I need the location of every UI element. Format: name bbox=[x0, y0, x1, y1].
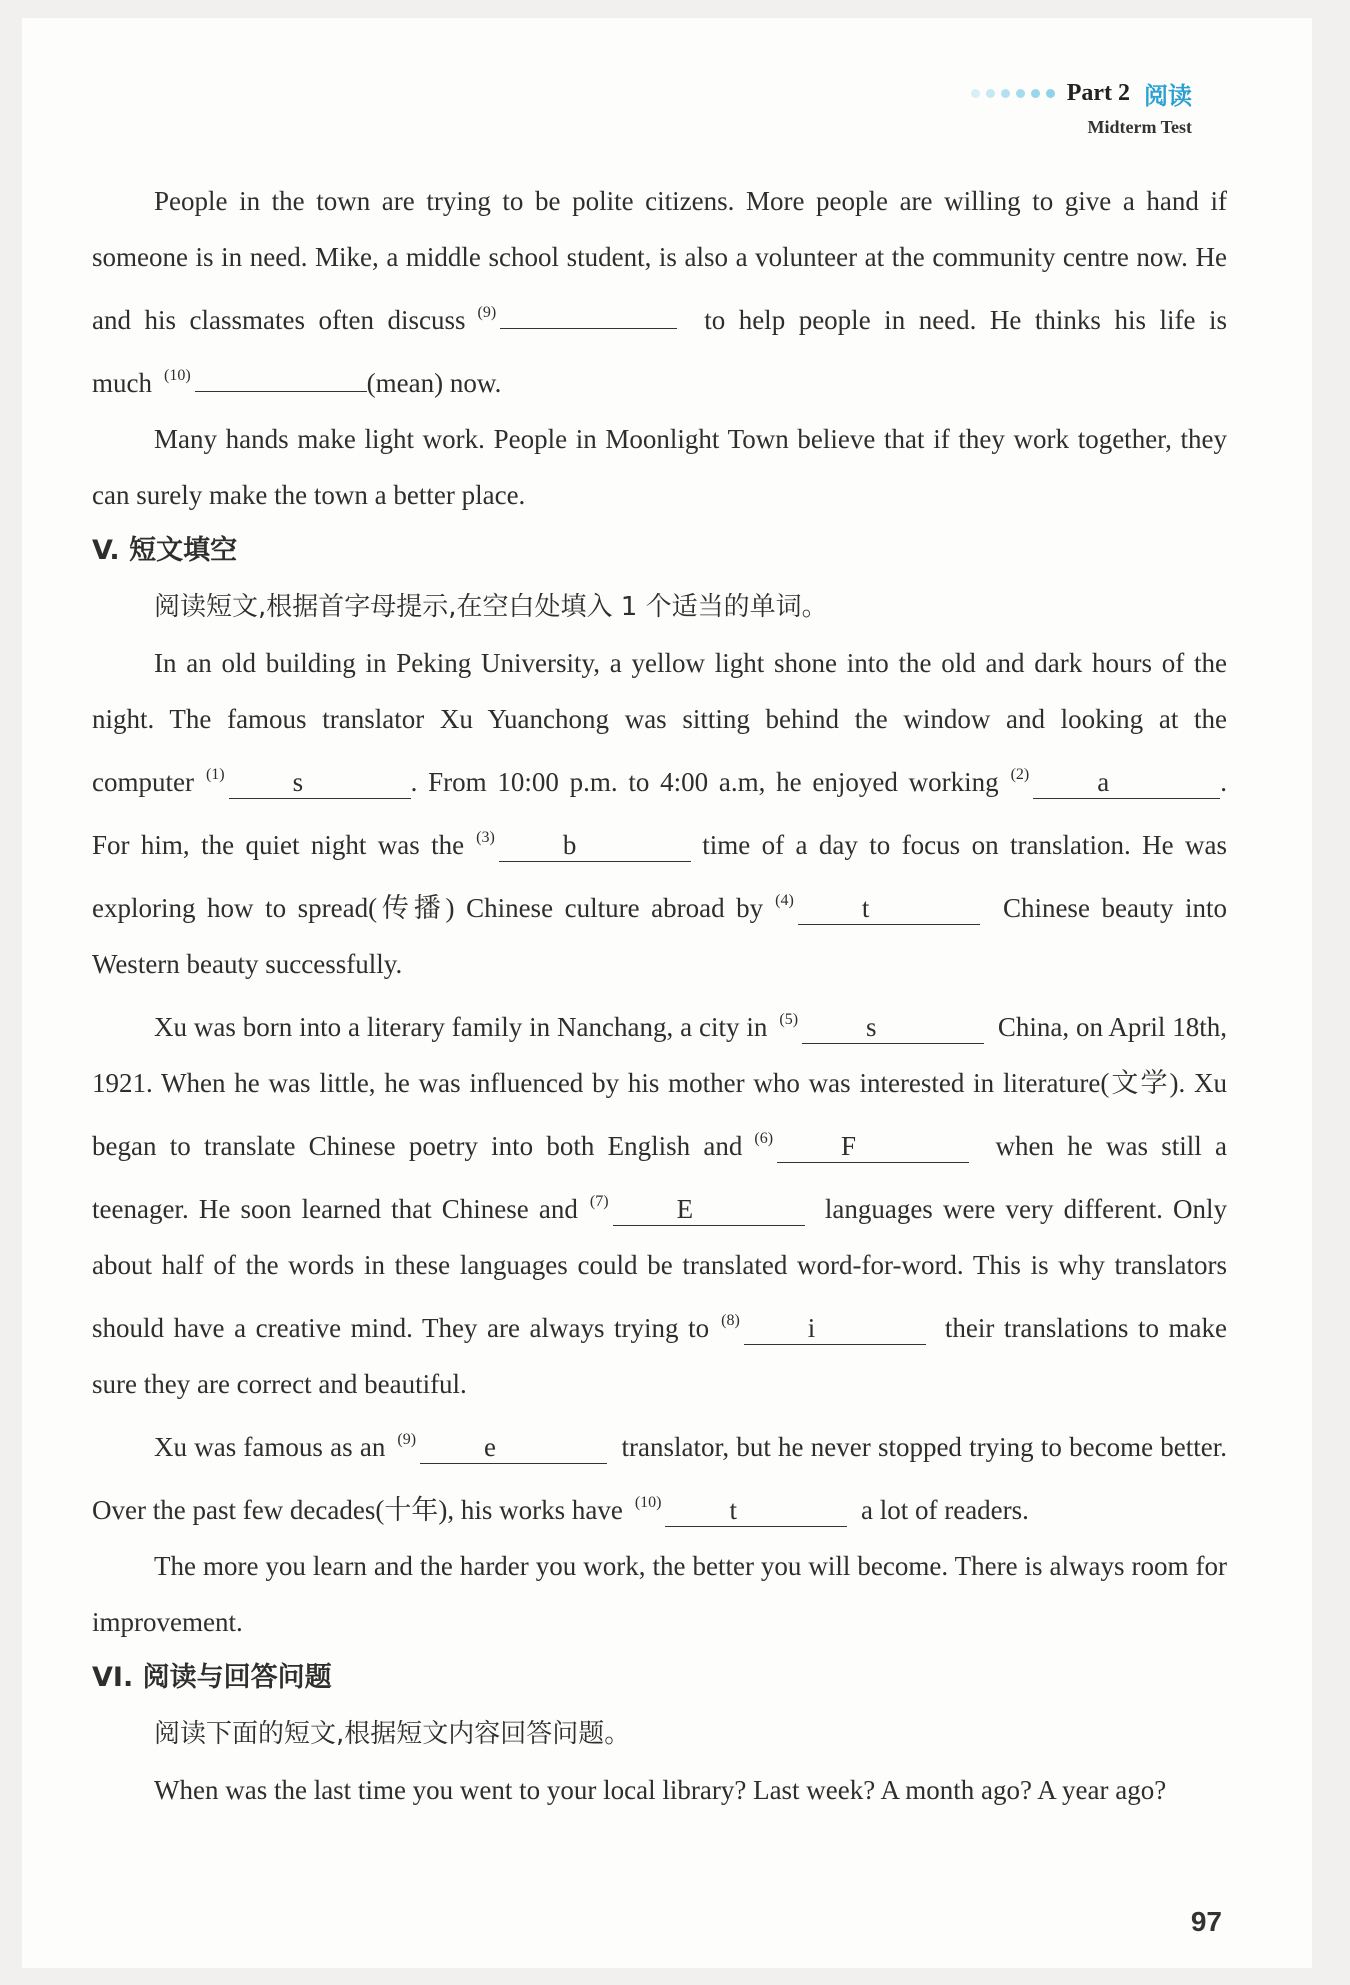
paragraph: Xu was famous as an $^{(9)}$ e translator, but he never stopped trying to become better. Over the past few decades(十年), his works have $^{(10)}$ t a lot of readers. bbox=[92, 1431, 1228, 1525]
answer-blank[interactable]: s bbox=[229, 766, 411, 799]
answer-blank[interactable]: s bbox=[802, 1011, 984, 1044]
answer-blank[interactable]: t bbox=[665, 1494, 847, 1527]
answer-blank[interactable]: b bbox=[499, 829, 691, 862]
part-label: Part 2 bbox=[1066, 80, 1130, 106]
answer-blank[interactable]: e bbox=[420, 1431, 607, 1464]
page-number: 97 bbox=[1190, 1906, 1222, 1937]
blank-number: (9) bbox=[397, 1431, 417, 1448]
answer-blank[interactable]: t bbox=[798, 892, 980, 925]
answer-blank[interactable] bbox=[195, 359, 367, 392]
blank-number: (9) bbox=[477, 304, 497, 321]
blank-number: (10) bbox=[164, 367, 191, 384]
answer-blank[interactable]: i bbox=[744, 1312, 926, 1345]
page-header bbox=[971, 76, 1192, 138]
page-content bbox=[92, 173, 1227, 1818]
answer-blank[interactable]: E bbox=[613, 1193, 805, 1226]
part-cn-label: 阅读 bbox=[1144, 82, 1192, 110]
paragraph: In an old building in Peking University, a yellow light shone into the old and dark hours of the night. The famous translator Xu Yuanchong was sitting behind the window and looking at the computer $^{(1)}$ s . From 10:00 p.m. to 4:00 a.m, he enjoyed working $^{(2)}$ a . For him, the quiet night was the $^{(3)}$ b time of a day to focus on translation. He was exploring how to spread(传播) Chinese culture abroad by $^{(4)}$ t Chinese beauty into Western beauty successfully. bbox=[92, 648, 1228, 979]
paragraph: Many hands make light work. People in Moonlight Town believe that if they work together, they can surely make the town a better place. bbox=[92, 424, 1227, 510]
blank-number: (8) bbox=[721, 1312, 740, 1329]
answer-blank[interactable] bbox=[500, 296, 677, 329]
section-instruction: 阅读下面的短文,根据短文内容回答问题。 bbox=[154, 1719, 631, 1749]
blank-number: (4) bbox=[775, 892, 794, 909]
decorative-dots bbox=[971, 89, 1055, 98]
blank-number: (7) bbox=[589, 1193, 609, 1210]
answer-blank[interactable]: F bbox=[777, 1130, 969, 1163]
section-heading: V. 短文填空 bbox=[92, 535, 238, 566]
page bbox=[22, 18, 1312, 1968]
blank-number: (1) bbox=[205, 766, 225, 783]
blank-number: (5) bbox=[779, 1011, 799, 1028]
paragraph: Xu was born into a literary family in Nanchang, a city in $^{(5)}$ s China, on April 18th, 1921. When he was little, he was influenced by his mother who was interested in literature(文学). Xu began to translate Chinese poetry into both English and $^{(6)}$ F when he was still a teenager. He soon learned that Chinese and $^{(7)}$ E languages were very different. Only about half of the words in these languages could be translated word-for-word. This is why translators should have a creative mind. They are always trying to $^{(8)}$ i their translations to make sure they are correct and beautiful. bbox=[92, 1011, 1228, 1399]
blank-number: (3) bbox=[476, 829, 495, 846]
blank-number: (2) bbox=[1010, 766, 1030, 783]
paragraph: The more you learn and the harder you work, the better you will become. There is always room for improvement. bbox=[92, 1551, 1227, 1637]
answer-blank[interactable]: a bbox=[1033, 766, 1220, 799]
section-heading: VI. 阅读与回答问题 bbox=[92, 1662, 332, 1693]
blank-number: (6) bbox=[754, 1130, 774, 1147]
header-subtitle: Midterm Test bbox=[1087, 117, 1192, 137]
blank-number: (10) bbox=[634, 1494, 662, 1511]
paragraph: When was the last time you went to your local library? Last week? A month ago? A year ago? bbox=[154, 1775, 1167, 1805]
paragraph: People in the town are trying to be polite citizens. More people are willing to give a hand if someone is in need. Mike, a middle school student, is also a volunteer at the community centre now. He and his classmates often discuss $^{(9)}$ to help people in need. He thinks his life is much $^{(10)}$ (mean) now. bbox=[92, 186, 1227, 398]
section-instruction: 阅读短文,根据首字母提示,在空白处填入 1 个适当的单词。 bbox=[154, 592, 828, 622]
